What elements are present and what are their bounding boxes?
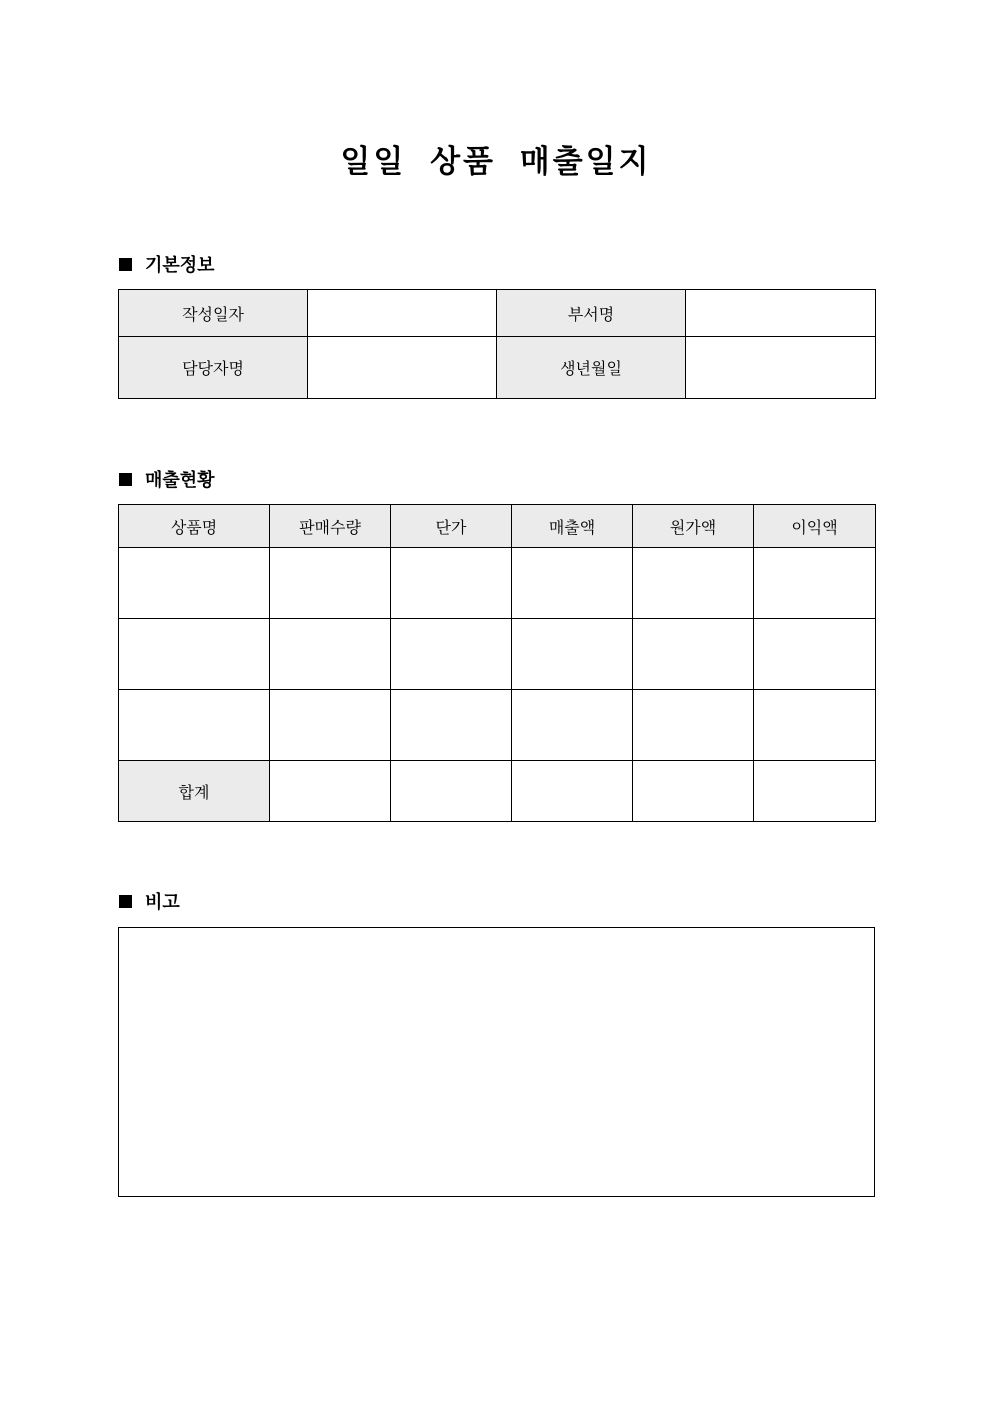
label-manager-name: 담당자명 [119, 337, 308, 399]
column-header-sales-amount: 매출액 [512, 505, 633, 548]
basic-info-row [119, 290, 876, 337]
notes-heading-text: 비고 [145, 892, 180, 913]
field-manager-name[interactable] [308, 337, 497, 399]
sales-header-row [119, 505, 876, 548]
column-header-profit-amount: 이익액 [754, 505, 876, 548]
column-header-product-name: 상품명 [119, 505, 270, 548]
square-bullet-icon [119, 473, 132, 486]
cell-product-name[interactable] [119, 690, 270, 761]
cell-profit-amount[interactable] [754, 690, 876, 761]
square-bullet-icon [119, 895, 132, 908]
notes-heading [119, 889, 180, 913]
total-row [119, 761, 876, 822]
column-header-unit-price: 단가 [391, 505, 512, 548]
cell-sales-amount[interactable] [512, 548, 633, 619]
label-created-date: 작성일자 [119, 290, 308, 337]
cell-quantity[interactable] [270, 619, 391, 690]
table-row [119, 690, 876, 761]
label-birth-date: 생년월일 [497, 337, 686, 399]
notes-field[interactable] [118, 927, 875, 1197]
table-row [119, 548, 876, 619]
cell-unit-price[interactable] [391, 548, 512, 619]
label-department: 부서명 [497, 290, 686, 337]
table-row [119, 619, 876, 690]
total-cost-amount[interactable] [633, 761, 754, 822]
column-header-cost-amount: 원가액 [633, 505, 754, 548]
basic-info-heading-text: 기본정보 [145, 255, 215, 276]
field-department[interactable] [686, 290, 876, 337]
basic-info-row [119, 337, 876, 399]
sales-heading-text: 매출현황 [145, 470, 215, 491]
sales-table [118, 504, 876, 822]
total-unit-price[interactable] [391, 761, 512, 822]
cell-quantity[interactable] [270, 690, 391, 761]
cell-profit-amount[interactable] [754, 548, 876, 619]
cell-product-name[interactable] [119, 619, 270, 690]
cell-cost-amount[interactable] [633, 548, 754, 619]
square-bullet-icon [119, 258, 132, 271]
cell-cost-amount[interactable] [633, 619, 754, 690]
basic-info-heading [119, 252, 215, 276]
cell-cost-amount[interactable] [633, 690, 754, 761]
field-created-date[interactable] [308, 290, 497, 337]
total-sales-amount[interactable] [512, 761, 633, 822]
cell-sales-amount[interactable] [512, 690, 633, 761]
cell-unit-price[interactable] [391, 690, 512, 761]
total-label: 합계 [119, 761, 270, 822]
column-header-quantity: 판매수량 [270, 505, 391, 548]
document-title: 일일 상품 매출일지 [340, 144, 652, 180]
cell-profit-amount[interactable] [754, 619, 876, 690]
total-profit-amount[interactable] [754, 761, 876, 822]
sales-heading [119, 467, 215, 491]
cell-sales-amount[interactable] [512, 619, 633, 690]
basic-info-table [118, 289, 876, 399]
cell-product-name[interactable] [119, 548, 270, 619]
field-birth-date[interactable] [686, 337, 876, 399]
cell-unit-price[interactable] [391, 619, 512, 690]
cell-quantity[interactable] [270, 548, 391, 619]
total-quantity[interactable] [270, 761, 391, 822]
